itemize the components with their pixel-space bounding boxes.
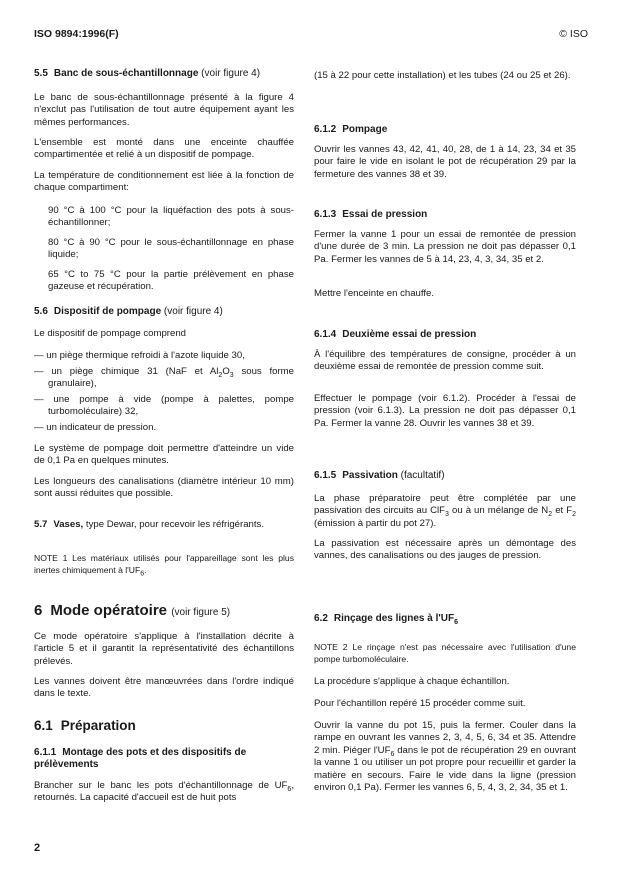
temperature-item-1: 90 °C à 100 °C pour la liquéfaction des pots à sous-échantillonner;	[48, 205, 294, 229]
section-6-2-para-3: Ouvrir la vanne du pot 15, puis la fermer. Couler dans la rampe en ouvrant les vannes 2, 3, 4, 5, 6, 34 et 35. Attendre 2 min. Piéger $l'UF_6$ dans le pot de récupération 29 en ouvrant la vanne 1 ou utiliser un pot propre pour recueillir et garder la matière en secours. Faire le vide dans la ligne (pression environ 0,1 Pa). Fermer les vannes 6, 5, 4, 3, 2, 34, 35 et 1.	[314, 720, 576, 794]
note-2: NOTE 2 Le rinçage n'est pas nécessaire avec l'utilisation d'une pompe turbomoléculaire.	[314, 642, 576, 664]
section-5-6-intro: Le dispositif de pompage comprend	[34, 328, 186, 339]
standard-number: ISO 9894:1996(F)	[34, 28, 119, 40]
section-6-2-para-2: Pour l'échantillon repéré 15 procéder comme suit.	[314, 698, 526, 709]
section-5-5-para-2: L'ensemble est monté dans une enceinte chauffée compartimentée et relié à un dispositif de pompage.	[34, 137, 294, 161]
pumping-item-chemical-trap: — un piège chimique 31 (NaF et $Al_2O_3$ sous forme granulaire),	[34, 366, 294, 390]
section-6-1-1-continuation: (15 à 22 pour cette installation) et les tubes (24 ou 25 et 26).	[314, 70, 571, 81]
section-6-heading: 6 Mode opératoire (voir figure 5)	[34, 602, 231, 619]
section-6-1-3-para-2: Mettre l'enceinte en chauffe.	[314, 288, 435, 299]
section-6-para-1: Ce mode opératoire s'applique à l'installation décrite à l'article 5 et il garantit la représentativité des échantillons prélevés.	[34, 631, 294, 667]
section-5-5-heading: 5.5 Banc de sous-échantillonnage (voir figure 4)	[34, 68, 261, 79]
section-6-1-1-para: Brancher sur le banc les pots d'échantillonnage de $UF_6$, retournés. La capacité d'accueil est de huit pots	[34, 780, 294, 804]
page-number: 2	[34, 842, 41, 854]
page-header	[34, 28, 588, 42]
section-6-1-4-para-2: Effectuer le pompage (voir 6.1.2). Procéder à l'essai de pression (voir 6.1.3). La pression ne doit pas dépasser 0,1 Pa. Fermer la vanne 28. Ouvrir les vannes 38 et 39.	[314, 393, 576, 429]
section-6-1-heading: 6.1 Préparation	[34, 718, 136, 733]
section-6-1-5-heading: 6.1.5 Passivation (facultatif)	[314, 470, 445, 481]
section-5-5-para-1: Le banc de sous-échantillonnage présenté à la figure 4 n'exclut pas l'utilisation de tout autre équipement ayant les mêmes performances.	[34, 92, 294, 128]
section-5-7: 5.7 Vases, type Dewar, pour recevoir les réfrigérants.	[34, 519, 264, 530]
section-6-2-heading: 6.2 Rinçage des lignes à $l'UF_6$	[314, 613, 459, 626]
section-6-1-3-heading: 6.1.3 Essai de pression	[314, 209, 428, 220]
pumping-item-pressure-gauge: — un indicateur de pression.	[34, 422, 157, 433]
section-5-6-para-2: Les longueurs des canalisations (diamètre intérieur 10 mm) sont aussi réduites que possible.	[34, 476, 294, 500]
pumping-item-vacuum-pump: — une pompe à vide (pompe à palettes, pompe turbomoléculaire) 32,	[34, 394, 294, 418]
section-6-1-2-heading: 6.1.2 Pompage	[314, 124, 388, 135]
section-5-6-heading: 5.6 Dispositif de pompage (voir figure 4)	[34, 306, 223, 317]
section-5-5-para-3: La température de conditionnement est liée à la fonction de chaque compartiment:	[34, 170, 294, 194]
section-6-1-1-heading: 6.1.1 Montage des pots et des dispositifs de prélèvements	[34, 747, 247, 771]
section-6-1-3-para-1: Fermer la vanne 1 pour un essai de remontée de pression d'une durée de 3 min. La pression ne doit pas dépasser 0,1 Pa. Fermer les vannes de 5 à 14, 23, 4, 3, 34, 35 et 2.	[314, 229, 576, 265]
temperature-item-3: 65 °C to 75 °C pour la partie prélèvement en phase gazeuse et récupération.	[48, 269, 294, 293]
copyright-mark: © ISO	[559, 28, 588, 40]
pumping-item-trap: — un piège thermique refroidi à l'azote liquide 30,	[34, 350, 245, 361]
section-6-1-4-para-1: À l'équilibre des températures de consigne, procéder à un deuxième essai de remontée de pression comme suit.	[314, 349, 576, 373]
temperature-item-2: 80 °C à 90 °C pour le sous-échantillonnage en phase liquide;	[48, 237, 294, 261]
section-6-2-para-1: La procédure s'applique à chaque échantillon.	[314, 676, 510, 687]
section-6-1-5-para-2: La passivation est nécessaire après un démontage des vannes, des canalisations ou des jauges de pression.	[314, 538, 576, 562]
section-6-1-5-para-1: La phase préparatoire peut être complétée par une passivation des circuits au ClF$_3$ ou à un mélange de $N_2$ et $F_2$ (émission à partir du pot 27).	[314, 493, 576, 529]
section-6-1-2-para: Ouvrir les vannes 43, 42, 41, 40, 28, de 1 à 14, 23, 34 et 35 pour faire le vide en isolant le pot de récupération 29 par la fermeture des vannes 38 et 39.	[314, 144, 576, 180]
section-6-para-2: Les vannes doivent être manœuvrées dans l'ordre indiqué dans le texte.	[34, 676, 294, 700]
note-1: NOTE 1 Les matériaux utilisés pour l'appareillage sont les plus inertes chimiquement à $l'UF_6$.	[34, 553, 294, 578]
section-5-6-para-1: Le système de pompage doit permettre d'atteindre un vide de 0,1 Pa en quelques minutes.	[34, 443, 294, 467]
section-6-1-4-heading: 6.1.4 Deuxième essai de pression	[314, 329, 477, 340]
